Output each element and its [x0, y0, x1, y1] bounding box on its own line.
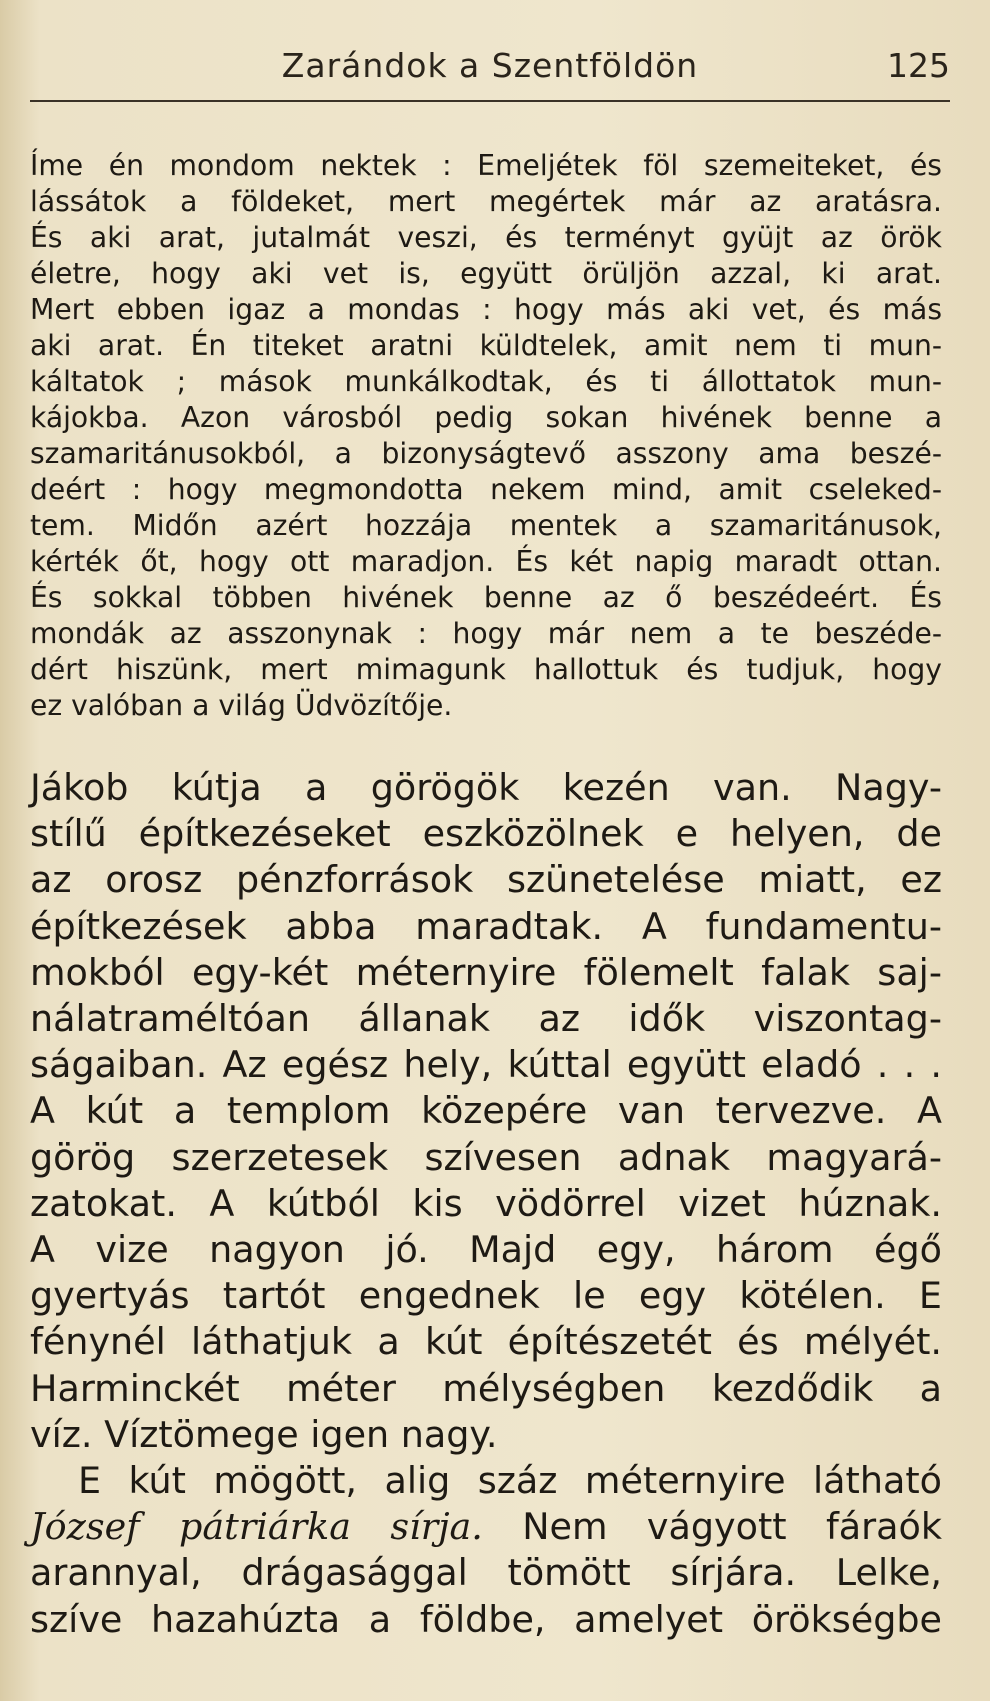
- body-line: Jákob kútja a görögök kezén van. Nagy-: [30, 766, 942, 809]
- body-line: mokból egy-két méternyire fölemelt falak saj-: [30, 950, 942, 994]
- paragraph-line-with-italic: [30, 1504, 942, 1550]
- quote-line: És sokkal többen hivének benne az ő beszédeért. És: [30, 581, 942, 614]
- body-line: A vize nagyon jó. Majd egy, három égő: [30, 1228, 942, 1272]
- body-line: A kút a templom közepére van tervezve. A: [30, 1089, 942, 1133]
- body-line: építkezések abba maradtak. A fundamentu-: [30, 904, 942, 948]
- quote-line: tem. Midőn azért hozzája mentek a szamaritánusok,: [30, 509, 942, 542]
- page-header: [30, 40, 950, 102]
- paragraph-line: arannyal, drágasággal tömött sírjára. Lelke,: [30, 1551, 942, 1595]
- body-line: görög szerzetesek szívesen adnak magyará-: [30, 1135, 942, 1179]
- paragraph-line: szíve hazahúzta a földbe, amelyet örökségbe: [30, 1597, 942, 1641]
- quote-line: aki arat. Én titeket aratni küldtelek, amit nem ti mun-: [30, 329, 942, 362]
- quote-line: szamaritánusokból, a bizonyságtevő asszony ama beszé-: [30, 437, 942, 470]
- body-line: stílű építkezéseket eszközölnek e helyen, de: [30, 812, 942, 856]
- quote-line: életre, hogy aki vet is, együtt örüljön azzal, ki arat.: [30, 257, 942, 290]
- body-line: zatokat. A kútból kis vödörrel vizet húznak.: [30, 1181, 942, 1225]
- body-line: nálatraméltóan állanak az idők viszontag-: [30, 997, 942, 1041]
- scripture-quote: [30, 148, 942, 724]
- body-line: fénynél láthatjuk a kút építészetét és mélyét.: [30, 1320, 942, 1364]
- paragraph-line: E kút mögött, alig száz méternyire látható: [78, 1459, 942, 1503]
- body-line: víz. Víztömege igen nagy.: [30, 1412, 498, 1456]
- quote-line: Mert ebben igaz a mondas : hogy más aki vet, és más: [30, 293, 942, 326]
- body-line: Harminckét méter mélységben kezdődik a: [30, 1366, 942, 1410]
- body-line: az orosz pénzforrások szünetelése miatt, ez: [30, 858, 942, 902]
- body-line: ságaiban. Az egész hely, kúttal együtt eladó . . .: [30, 1043, 942, 1087]
- body-line: gyertyás tartót engednek le egy kötélen. E: [30, 1274, 942, 1318]
- quote-line: kájokba. Azon városból pedig sokan hivének benne a: [30, 401, 942, 434]
- quote-line: deért : hogy megmondotta nekem mind, amit cseleked-: [30, 473, 942, 506]
- quote-line: dért hiszünk, mert mimagunk hallottuk és tudjuk, hogy: [30, 653, 942, 686]
- quote-line: Íme én mondom nektek : Emeljétek föl szemeiteket, és: [30, 149, 942, 182]
- running-title: Zarándok a Szentföldön: [281, 46, 699, 85]
- page-number: 125: [887, 46, 950, 85]
- quote-line: kérték őt, hogy ott maradjon. És két napig maradt ottan.: [30, 545, 942, 578]
- quote-line: lássátok a földeket, mert megértek már az aratásra.: [30, 185, 942, 218]
- quote-line: És aki arat, jutalmát veszi, és terményt gyüjt az örök: [30, 221, 942, 254]
- quote-line: ez valóban a világ Üdvözítője.: [30, 689, 453, 722]
- italic-phrase: József pátriárka sírja.: [30, 1505, 483, 1549]
- quote-line: mondák az asszonynak : hogy már nem a te beszéde-: [30, 617, 942, 650]
- paragraph-line-rest: Nem vágyott fáraók: [482, 1505, 942, 1549]
- body-text: [30, 765, 942, 1643]
- quote-line: káltatok ; mások munkálkodtak, és ti állottatok mun-: [30, 365, 942, 398]
